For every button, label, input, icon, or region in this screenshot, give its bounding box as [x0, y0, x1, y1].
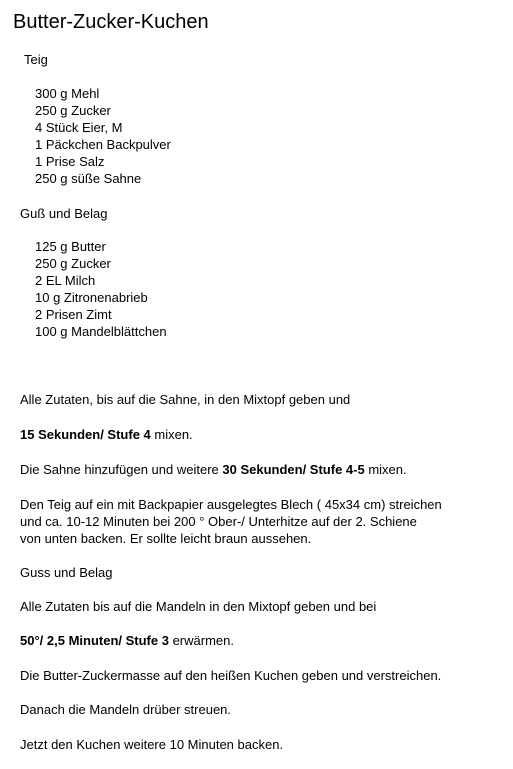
ingredient-item: 4 Stück Eier, M: [35, 120, 123, 135]
ingredient-item: 250 g süße Sahne: [35, 171, 142, 186]
instruction-step-8: Danach die Mandeln drüber streuen.: [20, 702, 232, 717]
ingredient-item: 300 g Mehl: [35, 86, 100, 101]
ingredient-item: 2 EL Milch: [35, 273, 96, 288]
topping-instructions-heading: Guss und Belag: [20, 565, 113, 580]
dough-heading: Teig: [24, 52, 48, 67]
instruction-step-2: [20, 426, 193, 443]
topping-heading: Guß und Belag: [20, 206, 108, 221]
dough-ingredient-list: [35, 85, 171, 187]
instruction-line: Den Teig auf ein mit Backpapier ausgelegtes Blech ( 45x34 cm) streichen: [20, 497, 442, 512]
instruction-line: und ca. 10-12 Minuten bei 200 ° Ober-/ Unterhitze auf der 2. Schiene: [20, 514, 417, 529]
instruction-step-7: Die Butter-Zuckermasse auf den heißen Kuchen geben und verstreichen.: [20, 668, 442, 683]
ingredient-item: 10 g Zitronenabrieb: [35, 290, 148, 305]
instruction-text: Die Sahne hinzufügen und weitere: [20, 462, 223, 477]
ingredient-item: 100 g Mandelblättchen: [35, 324, 167, 339]
recipe-title: Butter-Zucker-Kuchen: [13, 11, 209, 33]
instruction-text: mixen.: [150, 427, 193, 442]
ingredient-item: 125 g Butter: [35, 239, 106, 254]
ingredient-item: 1 Prise Salz: [35, 154, 105, 169]
instruction-step-3: [20, 461, 407, 478]
mix-setting: 50°/ 2,5 Minuten/ Stufe 3: [20, 633, 169, 648]
instruction-step-1: Alle Zutaten, bis auf die Sahne, in den Mixtopf geben und: [20, 392, 351, 407]
instruction-step-9: Jetzt den Kuchen weitere 10 Minuten backen.: [20, 737, 284, 752]
mix-setting: 15 Sekunden/ Stufe 4: [20, 427, 151, 442]
instruction-text: mixen.: [364, 462, 407, 477]
instruction-line: von unten backen. Er sollte leicht braun aussehen.: [20, 531, 312, 546]
ingredient-item: 250 g Zucker: [35, 103, 111, 118]
ingredient-item: 250 g Zucker: [35, 256, 111, 271]
instruction-text: erwärmen.: [168, 633, 234, 648]
ingredient-item: 1 Päckchen Backpulver: [35, 137, 171, 152]
instruction-step-5: Alle Zutaten bis auf die Mandeln in den Mixtopf geben und bei: [20, 599, 377, 614]
instruction-step-6: [20, 632, 234, 649]
ingredient-item: 2 Prisen Zimt: [35, 307, 112, 322]
mix-setting: 30 Sekunden/ Stufe 4-5: [222, 462, 365, 477]
topping-ingredient-list: [35, 238, 167, 340]
